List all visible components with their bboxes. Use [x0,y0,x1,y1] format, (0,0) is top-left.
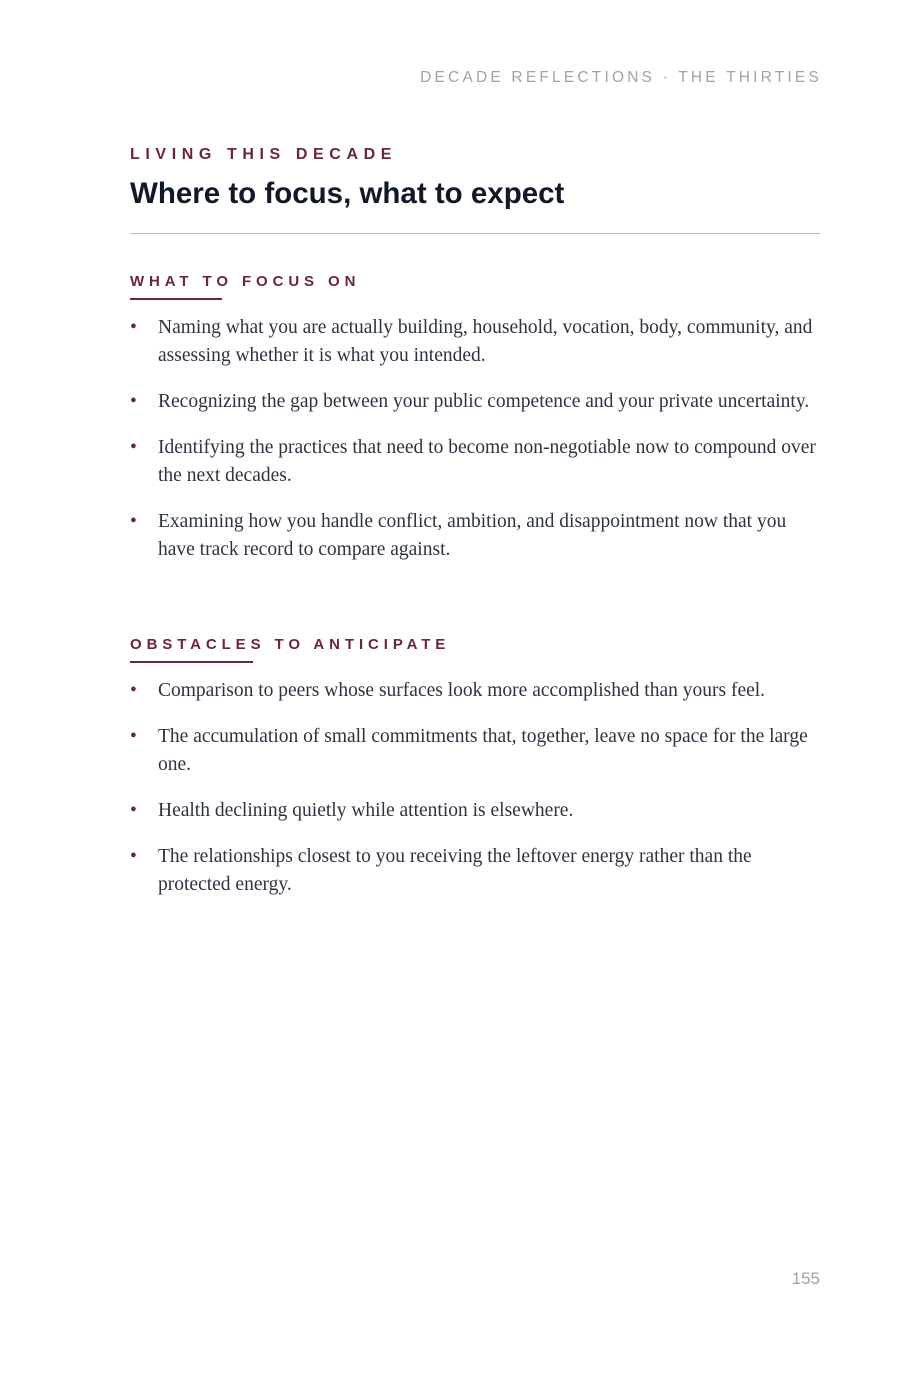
list-item [130,388,820,416]
focus-section [130,273,820,582]
page-title: Where to focus, what to expect [130,177,565,210]
list-item [130,314,820,370]
title-divider [130,233,820,234]
bullet-icon: • [130,511,137,532]
focus-heading-underline [130,298,222,300]
running-head: DECADE REFLECTIONS · THE THIRTIES [420,69,822,86]
obstacles-list [130,677,820,899]
list-item-text: The relationships closest to you receiving the leftover energy rather than the protected energy. [158,846,752,895]
list-item-text: Naming what you are actually building, household, vocation, body, community, and assessing whether it is what you intended. [158,317,813,366]
bullet-icon: • [130,800,137,821]
bullet-icon: • [130,726,137,747]
list-item-text: The accumulation of small commitments that, together, leave no space for the large one. [158,726,808,775]
section-kicker: LIVING THIS DECADE [130,146,398,163]
focus-section-heading: WHAT TO FOCUS ON [130,273,361,290]
list-item-text: Recognizing the gap between your public competence and your private uncertainty. [158,391,810,412]
obstacles-section-heading: OBSTACLES TO ANTICIPATE [130,636,451,653]
bullet-icon: • [130,437,137,458]
list-item-text: Examining how you handle conflict, ambition, and disappointment now that you have track record to compare against. [158,511,787,560]
bullet-icon: • [130,391,137,412]
list-item [130,843,820,899]
list-item [130,797,820,825]
list-item [130,508,820,564]
list-item-text: Health declining quietly while attention is elsewhere. [158,800,574,821]
list-item [130,723,820,779]
list-item [130,677,820,705]
list-item [130,434,820,490]
bullet-icon: • [130,680,137,701]
list-item-text: Comparison to peers whose surfaces look more accomplished than yours feel. [158,680,766,701]
obstacles-heading-underline [130,661,253,663]
obstacles-section [130,636,820,917]
focus-list [130,314,820,564]
list-item-text: Identifying the practices that need to become non-negotiable now to compound over the next decades. [158,437,816,486]
page-number: 155 [791,1269,820,1288]
bullet-icon: • [130,317,137,338]
bullet-icon: • [130,846,137,867]
